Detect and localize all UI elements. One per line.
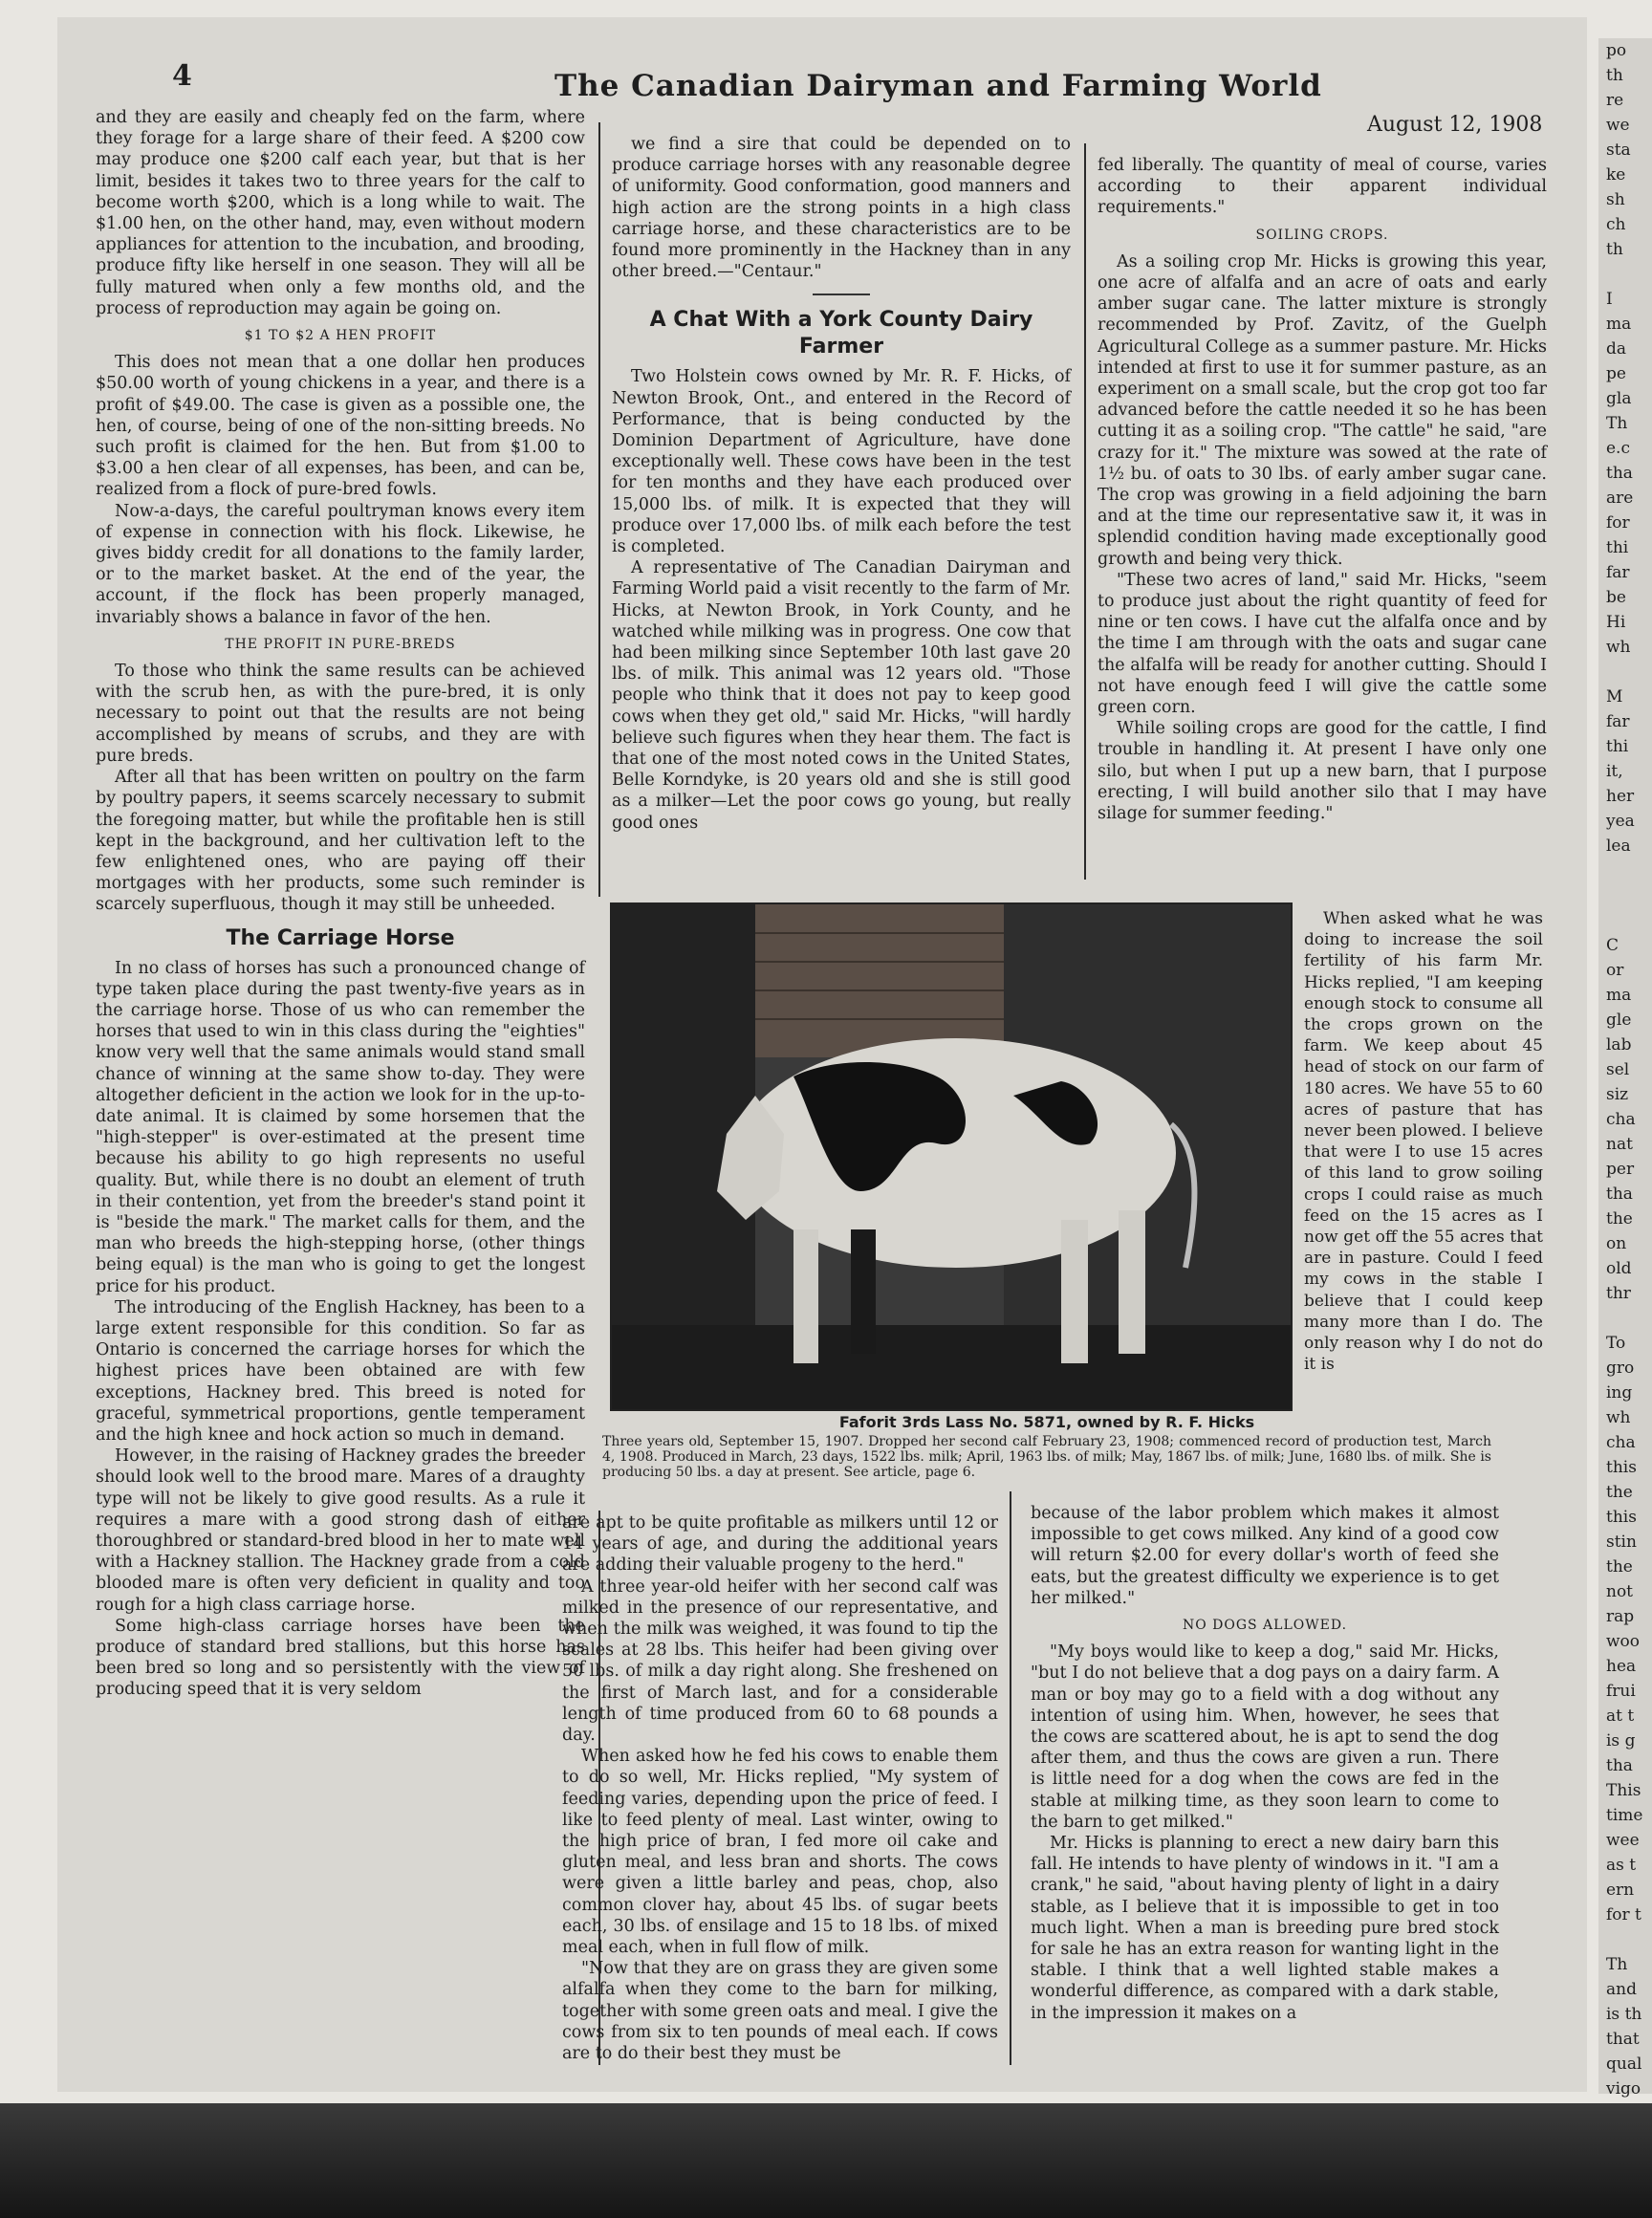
next-page-fragment: rap — [1606, 1607, 1635, 1626]
next-page-fragment: pe — [1606, 364, 1626, 383]
next-page-fragment: th — [1606, 240, 1623, 259]
next-page-fragment: M — [1606, 687, 1623, 707]
photo-caption — [602, 1415, 1491, 1480]
next-page-fragment: qual — [1606, 2055, 1642, 2074]
cow-photograph — [610, 902, 1293, 1411]
next-page-fragment: th — [1606, 66, 1623, 85]
paragraph: In no class of horses has such a pronounced change of type taken place during the past twenty-five years as in the carriage horse. Those of us who can remember the horses that used to win in this class during the "eighties" know very well that the same animals would stand small chance of winning at the same show to-day. They were altogether deficient in the action we look for in the up-to-date animal. It is claimed by some horsemen that the "high-stepper" is over-estimated at the present time because his ability to go high represents no useful quality. But, while there is no doubt an element of truth in their contention, yet from the breeder's stand point it is "beside the mark." The market calls for them, and the man who breeds the high-stepping horse, (other things being equal) is the man who is going to get the longest price for his product. — [96, 958, 585, 1296]
column-2 — [612, 134, 1071, 834]
next-page-fragment: is g — [1606, 1731, 1636, 1750]
next-page-fragment: re — [1606, 91, 1624, 110]
next-page-fragment — [1598, 262, 1652, 287]
next-page-fragment: old — [1606, 1259, 1632, 1278]
next-page-fragment: gro — [1606, 1359, 1635, 1378]
next-page-fragment: ma — [1606, 315, 1632, 334]
next-page-fragment: or — [1606, 961, 1624, 980]
next-page-fragment — [1598, 883, 1652, 908]
column-3-continued — [1031, 1503, 1499, 2024]
column-rule — [598, 122, 600, 897]
next-page-fragment: vigo — [1606, 2079, 1641, 2098]
next-page-fragment: I — [1606, 290, 1613, 309]
scan-border — [0, 2103, 1652, 2218]
paragraph: As a soiling crop Mr. Hicks is growing this year, one acre of alfalfa and an acre of oats and early amber sugar cane. The latter mixture is strongly recommended by Prof. Zavitz, of the Guelph Agricultural College as a summer pasture. Mr. Hicks intended at first to use it for summer pasture, as an experiment on a small scale, but the crop got too far advanced before the cattle needed it so he has been cutting it as a soiling crop. "The cattle" he said, "are crazy for it." The mixture was sowed at the rate of 1½ bu. of oats to 30 lbs. of early amber sugar cane. The crop was growing in a field adjoining the barn and at the time our representative saw it, it was in splendid condition having made exceptionally good growth and being very thick. — [1098, 251, 1547, 569]
next-page-fragment — [1598, 660, 1652, 685]
next-page-fragment: yea — [1606, 812, 1635, 831]
article-headline: The Carriage Horse — [226, 925, 455, 950]
next-page-fragment: This — [1606, 1781, 1641, 1800]
next-page-fragment: lab — [1606, 1035, 1632, 1055]
holstein-cow-image — [612, 904, 1291, 1409]
next-page-fragment: wee — [1606, 1831, 1640, 1850]
next-page-fragment: sh — [1606, 190, 1625, 209]
next-page-fragment: thr — [1606, 1284, 1631, 1303]
next-page-fragment: lea — [1606, 837, 1631, 856]
next-page-fragment: frui — [1606, 1682, 1636, 1701]
subheading: SOILING CROPS. — [1255, 227, 1389, 243]
next-page-fragment: as t — [1606, 1856, 1637, 1875]
next-page-fragment: thi — [1606, 737, 1629, 756]
paragraph: Two Holstein cows owned by Mr. R. F. Hicks, of Newton Brook, Ont., and entered in the Record of Performance, that is being conducted by the Dominion Department of Agriculture, have done exceptionally well. These cows have been in the test for ten months and they have each produced over 15,000 lbs. of milk. It is expected that they will produce over 17,000 lbs. of milk each before the test is completed. — [612, 367, 1071, 557]
section-divider — [813, 294, 870, 295]
paragraph: "Now that they are on grass they are given some alfalfa when they come to the barn for milking, together with some green oats and meal. I give the cows from six to ten pounds of meal each. If cows are to do their best they must be — [562, 1959, 998, 2064]
paragraph: fed liberally. The quantity of meal of course, varies according to their apparent individual requirements." — [1098, 156, 1547, 218]
paragraph: The introducing of the English Hackney, has been to a large extent responsible for this condition. So far as Ontario is concerned the carriage horses for which the highest prices have been obtained are with few exceptions, Hackney bred. This breed is noted for graceful, symmetrical proportions, gentle temperament and the high knee and hock action so much in demand. — [96, 1297, 585, 1445]
column-1 — [96, 107, 585, 1701]
next-page-fragment — [1598, 1306, 1652, 1331]
next-page-fragment: for t — [1606, 1905, 1641, 1924]
next-page-fragment — [1598, 859, 1652, 883]
next-page-fragment: sta — [1606, 141, 1631, 160]
next-page-fragment: at t — [1606, 1707, 1635, 1726]
next-page-fragment: for — [1606, 513, 1630, 533]
paragraph: we find a sire that could be depended on to produce carriage horses with any reasonable degree of uniformity. Good conformation, good manners and high action are the strong points in a high class carriage horse, and these characteristics are to be found more prominently in the Hackney than in any other breed.—"Centaur." — [612, 135, 1071, 282]
next-page-fragment: is th — [1606, 2005, 1642, 2024]
caption-title: Faforit 3rds Lass No. 5871, owned by R. F. Hicks — [838, 1413, 1255, 1431]
next-page-fragment: gle — [1606, 1011, 1632, 1030]
issue-date: August 12, 1908 — [1367, 113, 1543, 137]
next-page-fragment: the — [1606, 1209, 1633, 1229]
next-page-fragment: gla — [1606, 389, 1632, 408]
next-page-fragment: To — [1606, 1334, 1626, 1353]
subheading: THE PROFIT IN PURE-BREDS — [225, 636, 456, 652]
paragraph: A three year-old heifer with her second calf was milked in the presence of our representative, and when the milk was weighed, it was found to tip the scales at 28 lbs. This heifer had been giving over 50 lbs. of milk a day right along. She freshened on the first of March last, and for a considerable length of time produced from 60 to 68 pounds a day. — [562, 1577, 998, 1746]
paragraph: because of the labor problem which makes it almost impossible to get cows milked. Any kind of a good cow will return $2.00 for every dollar's worth of feed she eats, but the greatest difficulty we experience is to get her milked." — [1031, 1504, 1499, 1608]
next-page-fragment: woo — [1606, 1632, 1641, 1651]
next-page-fragment: tha — [1606, 464, 1633, 483]
column-2-continued — [562, 1512, 998, 2064]
paragraph: are apt to be quite profitable as milkers until 12 or 14 years of age, and during the additional years are adding their valuable progeny to the herd." — [562, 1513, 998, 1576]
next-page-fragment: Hi — [1606, 613, 1626, 632]
next-page-fragment: Th — [1606, 414, 1628, 433]
next-page-fragment — [1598, 1927, 1652, 1952]
next-page-fragment: on — [1606, 1234, 1627, 1253]
next-page-fragment: nat — [1606, 1135, 1633, 1154]
next-page-fragment: not — [1606, 1582, 1634, 1601]
subheading: NO DOGS ALLOWED. — [1182, 1618, 1348, 1634]
next-page-fragment: sel — [1606, 1060, 1630, 1079]
column-3 — [1098, 155, 1547, 824]
next-page-fragment: e.c — [1606, 439, 1630, 458]
paragraph: Mr. Hicks is planning to erect a new dairy barn this fall. He intends to have plenty of windows in it. "I am a crank," he said, "about having plenty of light in a dairy stable, as I believe that it is impossible to get in too much light. When a man is breeding pure bred stock for sale he has an extra reason for wanting light in the stable. I think that a well lighted stable makes a wonderful difference, as compared with a dark stable, in the impression it makes on a — [1031, 1834, 1499, 2023]
paragraph: "My boys would like to keep a dog," said Mr. Hicks, "but I do not believe that a dog pays on a dairy farm. A man or boy may go to a field with a dog without any intention of using him. When, however, he sees that the cows are scattered about, he is apt to send the dog after them, and thus the cows are given a run. There is little need for a dog when the cows are fed in the stable at milking time, as they soon learn to come to the barn to get milked." — [1031, 1642, 1499, 1832]
next-page-fragment: ch — [1606, 215, 1626, 234]
next-page-fragment: this — [1606, 1508, 1637, 1527]
paragraph: When asked how he fed his cows to enable them to do so well, Mr. Hicks replied, "My system of feeding varies, depending upon the price of feed. I like to feed plenty of meal. Last winter, owing to the high price of bran, I fed more oil cake and gluten meal, and less bran and shorts. The cows were given a little barley and peas, chop, also common clover hay, about 45 lbs. of sugar beets each, 30 lbs. of ensilage and 15 to 18 lbs. of mixed meal each, when in full flow of milk. — [562, 1747, 998, 1958]
next-page-fragment: Th — [1606, 1955, 1628, 1974]
next-page-fragment: ma — [1606, 986, 1632, 1005]
next-page-fragment: C — [1606, 936, 1619, 955]
next-page-fragment: tha — [1606, 1185, 1633, 1204]
next-page-fragment: stin — [1606, 1533, 1637, 1552]
column-rule — [1010, 1491, 1011, 2065]
paragraph: Now-a-days, the careful poultryman knows every item of expense in connection with his flock. Likewise, he gives biddy credit for all donations to the family larder, or to the market basket. At the end of the year, the account, if the flock has been properly managed, invariably shows a balance in favor of the hen. — [96, 501, 585, 627]
next-page-fragment: time — [1606, 1806, 1643, 1825]
subheading: $1 TO $2 A HEN PROFIT — [244, 328, 437, 344]
next-page-fragment: da — [1606, 339, 1627, 359]
next-page-fragment: that — [1606, 2030, 1640, 2049]
next-page-fragment: thi — [1606, 538, 1629, 557]
next-page-fragment: per — [1606, 1160, 1635, 1179]
next-page-fragment: be — [1606, 588, 1626, 607]
next-page-fragment: far — [1606, 712, 1630, 731]
paragraph: A representative of The Canadian Dairyman and Farming World paid a visit recently to the farm of Mr. Hicks, at Newton Brook, in York County, and he watched while milking was in progress. One cow that had been milking since September 10th last gave 20 lbs. of milk. This animal was 12 years old. "Those people who think that it does not pay to keep good cows when they get old," said Mr. Hicks, "will hardly believe such figures when they hear them. The fact is that one of the most noted cows in the United States, Belle Korndyke, is 20 years old and she is still good as a milker—Let the poor cows go young, but really good ones — [612, 558, 1071, 833]
next-page-fragment: cha — [1606, 1433, 1636, 1452]
next-page-fragment: her — [1606, 787, 1635, 806]
next-page-fragment: are — [1606, 489, 1634, 508]
next-page-fragment: tha — [1606, 1756, 1633, 1775]
next-page-fragment: ke — [1606, 165, 1626, 185]
next-page-fragment: wh — [1606, 1408, 1631, 1427]
column-3-narrow — [1304, 908, 1543, 1375]
next-page-fragment: po — [1606, 41, 1627, 60]
next-page-fragment: cha — [1606, 1110, 1636, 1129]
masthead-title: The Canadian Dairyman and Farming World — [554, 69, 1322, 103]
next-page-fragment: this — [1606, 1458, 1637, 1477]
next-page-fragment: wh — [1606, 638, 1631, 657]
paragraph: and they are easily and cheaply fed on the farm, where they forage for a large share of their feed. A $200 cow may produce one $200 calf each year, but that is her limit, besides it takes two to three years for the calf to become worth $200, which is a long while to wait. The $1.00 hen, on the other hand, may, even without modern appliances for attention to the incubation, and brooding, produce fifty like herself in one season. They will all be fully matured when only a few months old, and the process of reproduction may again be going on. — [96, 108, 585, 318]
next-page-fragment: far — [1606, 563, 1630, 582]
next-page-fragment: ing — [1606, 1383, 1633, 1403]
paragraph: "These two acres of land," said Mr. Hicks, "seem to produce just about the right quantity of feed for nine or ten cows. I have cut the alfalfa once and by the time I am through with the oats and sugar cane the alfalfa will be ready for another cutting. Should I not have enough feed I will give the cattle some green corn. — [1098, 570, 1547, 718]
paragraph: However, in the raising of Hackney grades the breeder should look well to the brood mare. Mares of a draughty type will not be likely to give good results. As a rule it requires a mare with a good strong dash of either thoroughbred or standard-bred blood in her to mate well with a Hackney stallion. The Hackney grade from a cold blooded mare is often very deficient in quality and too rough for a high class carriage horse. — [96, 1446, 585, 1615]
next-page-fragment: the — [1606, 1557, 1633, 1577]
adjacent-page-edge — [1598, 38, 1652, 2098]
next-page-fragment: we — [1606, 116, 1630, 135]
paragraph: When asked what he was doing to increase the soil fertility of his farm Mr. Hicks replied, "I am keeping enough stock to consume all the crops grown on the farm. We keep about 45 head of stock on our farm of 180 acres. We have 55 to 60 acres of pasture that has never been plowed. I believe that were I to use 15 acres of this land to grow soiling crops I could raise as much feed on the 15 acres as I now get off the 55 acres that are in pasture. Could I feed my cows in the stable I believe that I could keep many more than I do. The only reason why I do not do it is — [1304, 909, 1543, 1375]
article-headline: A Chat With a York County Dairy Farmer — [649, 308, 1033, 359]
next-page-fragment: and — [1606, 1980, 1637, 1999]
next-page-fragment: siz — [1606, 1085, 1629, 1104]
next-page-fragment: hea — [1606, 1657, 1637, 1676]
page-number: 4 — [172, 59, 192, 93]
next-page-fragment: it, — [1606, 762, 1623, 781]
caption-text: Three years old, September 15, 1907. Dropped her second calf February 23, 1908; commenced record of production test, March 4, 1908. Produced in March, 23 days, 1522 lbs. milk; April, 1963 lbs. of milk; May, 1867 lbs. of milk; June, 1680 lbs. of milk. She is producing 50 lbs. a day at present. See article, page 6. — [602, 1434, 1491, 1480]
next-page-fragment: the — [1606, 1483, 1633, 1502]
paragraph: Some high-class carriage horses have been the produce of standard bred stallions, but this horse has been bred so long and so persistently with the view of producing speed that it is very seldom — [96, 1616, 585, 1700]
paragraph: This does not mean that a one dollar hen produces $50.00 worth of young chickens in a year, and there is a profit of $49.00. The case is given as a possible one, the hen, of course, being of one of the non-sitting breeds. No such profit is claimed for the hen. But from $1.00 to $3.00 a hen clear of all expenses, has been, and can be, realized from a flock of pure-bred fowls. — [96, 353, 585, 500]
column-rule — [1084, 143, 1086, 880]
paragraph: To those who think the same results can be achieved with the scrub hen, as with the pure-bred, it is only necessary to point out that the results are not being accomplished by means of scrubs, and they are with pure breds. — [96, 662, 585, 766]
next-page-fragment: ern — [1606, 1881, 1635, 1900]
paragraph: After all that has been written on poultry on the farm by poultry papers, it seems scarcely necessary to submit the foregoing matter, but while the profitable hen is still kept in the background, and her cultivation left to the few enlightened ones, who are paying off their mortgages with her products, some such reminder is scarcely superfluous, though it may still be unheeded. — [96, 768, 585, 915]
next-page-fragment — [1598, 908, 1652, 933]
paragraph: While soiling crops are good for the cattle, I find trouble in handling it. At present I have only one silo, but when I put up a new barn, that I purpose erecting, I will build another silo that I may have silage for summer feeding." — [1098, 719, 1547, 824]
